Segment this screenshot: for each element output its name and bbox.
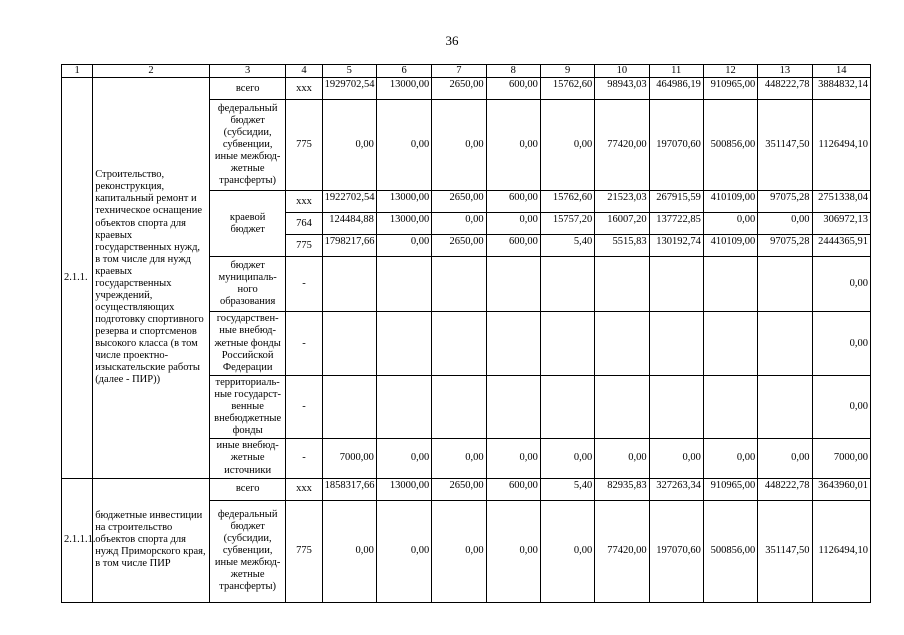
- source-cell: федеральный бюджет (субсидии, субвенции, иные межбюд-жетные трансферты): [209, 100, 285, 191]
- page-number: 36: [445, 33, 459, 48]
- kbk-cell: -: [286, 312, 322, 376]
- table-row: [62, 478, 871, 500]
- row-code: 2.1.1.1.: [62, 478, 93, 602]
- header-cell: 8: [486, 65, 540, 78]
- value-cell: 0,00: [432, 100, 486, 191]
- value-cell: 3643960,01: [812, 478, 870, 500]
- value-cell: 0,00: [758, 439, 812, 478]
- value-cell: 1798217,66: [322, 235, 376, 257]
- header-cell: 4: [286, 65, 322, 78]
- value-cell: 124484,88: [322, 213, 376, 235]
- kbk-cell: -: [286, 439, 322, 478]
- kbk-cell: 775: [286, 500, 322, 602]
- source-cell: краевой бюджет: [209, 191, 285, 257]
- value-cell: 0,00: [432, 500, 486, 602]
- value-cell: 0,00: [376, 100, 431, 191]
- value-cell: 0,00: [486, 213, 540, 235]
- value-cell: 7000,00: [322, 439, 376, 478]
- value-cell: 197070,60: [649, 500, 703, 602]
- value-cell: 21523,03: [595, 191, 649, 213]
- value-cell: 0,00: [376, 235, 431, 257]
- value-cell: 0,00: [432, 439, 486, 478]
- value-cell: 0,00: [540, 439, 594, 478]
- value-cell: 2650,00: [432, 191, 486, 213]
- value-cell: 3884832,14: [812, 78, 870, 100]
- value-cell: 410109,00: [703, 191, 757, 213]
- value-cell: 16007,20: [595, 213, 649, 235]
- value-cell: 500856,00: [703, 100, 757, 191]
- value-cell: 267915,59: [649, 191, 703, 213]
- value-cell: 0,00: [486, 500, 540, 602]
- value-cell: 77420,00: [595, 500, 649, 602]
- header-cell: 5: [322, 65, 376, 78]
- value-cell: 351147,50: [758, 500, 812, 602]
- value-cell: 464986,19: [649, 78, 703, 100]
- source-cell: территориаль-ные государст-венные внебюджетные фонды: [209, 376, 285, 439]
- row-code: 2.1.1.: [62, 78, 93, 479]
- value-cell: 130192,74: [649, 235, 703, 257]
- value-cell: 0,00: [376, 500, 431, 602]
- header-cell: 1: [62, 65, 93, 78]
- header-cell: 10: [595, 65, 649, 78]
- value-cell: 15762,60: [540, 191, 594, 213]
- value-cell: 410109,00: [703, 235, 757, 257]
- value-cell: 0,00: [703, 213, 757, 235]
- value-cell: 1126494,10: [812, 100, 870, 191]
- table-row: [62, 78, 871, 100]
- value-cell: 0,00: [376, 439, 431, 478]
- header-cell: 3: [209, 65, 285, 78]
- source-cell: государствен-ные внебюд-жетные фонды Российской Федерации: [209, 312, 285, 376]
- value-cell: 910965,00: [703, 78, 757, 100]
- header-cell: 6: [376, 65, 431, 78]
- kbk-cell: 775: [286, 235, 322, 257]
- value-cell: 2650,00: [432, 478, 486, 500]
- value-cell: 1858317,66: [322, 478, 376, 500]
- header-cell: 2: [93, 65, 210, 78]
- value-cell: 13000,00: [376, 478, 431, 500]
- value-cell: 448222,78: [758, 78, 812, 100]
- value-cell: 97075,28: [758, 191, 812, 213]
- row-name: Строительство, реконструкция, капитальный ремонт и техническое оснащение объектов спорта для краевых государственных нужд, в том числе для нужд краевых государственных учреждений, осуществляющих подготовку спортивного резерва и спортсменов высокого класса (в том числе проектно-изыскательские работы (далее - ПИР)): [93, 78, 210, 479]
- value-cell: 600,00: [486, 478, 540, 500]
- value-cell: 0,00: [812, 257, 870, 312]
- value-cell: 0,00: [812, 312, 870, 376]
- value-cell: 2751338,04: [812, 191, 870, 213]
- kbk-cell: 764: [286, 213, 322, 235]
- value-cell: 600,00: [486, 191, 540, 213]
- value-cell: 1929702,54: [322, 78, 376, 100]
- value-cell: 13000,00: [376, 191, 431, 213]
- value-cell: 306972,13: [812, 213, 870, 235]
- value-cell: 351147,50: [758, 100, 812, 191]
- value-cell: 13000,00: [376, 78, 431, 100]
- value-cell: 0,00: [322, 500, 376, 602]
- header-cell: 9: [540, 65, 594, 78]
- value-cell: 0,00: [486, 439, 540, 478]
- value-cell: 0,00: [595, 439, 649, 478]
- header-cell: 14: [812, 65, 870, 78]
- source-cell: бюджет муниципаль-ного образования: [209, 257, 285, 312]
- value-cell: 13000,00: [376, 213, 431, 235]
- value-cell: 0,00: [486, 100, 540, 191]
- value-cell: 82935,83: [595, 478, 649, 500]
- value-cell: 5515,83: [595, 235, 649, 257]
- kbk-cell: ххх: [286, 478, 322, 500]
- row-name: бюджетные инвестиции на строительство объектов спорта для нужд Приморского края, в том числе ПИР: [93, 478, 210, 602]
- value-cell: 448222,78: [758, 478, 812, 500]
- header-cell: 12: [703, 65, 757, 78]
- kbk-cell: ххх: [286, 78, 322, 100]
- value-cell: 1922702,54: [322, 191, 376, 213]
- value-cell: 2650,00: [432, 78, 486, 100]
- source-cell: всего: [209, 78, 285, 100]
- header-cell: 13: [758, 65, 812, 78]
- value-cell: 97075,28: [758, 235, 812, 257]
- source-cell: иные внебюд-жетные источники: [209, 439, 285, 478]
- value-cell: 0,00: [758, 213, 812, 235]
- kbk-cell: -: [286, 376, 322, 439]
- value-cell: 0,00: [812, 376, 870, 439]
- header-row: [62, 65, 871, 78]
- value-cell: 15762,60: [540, 78, 594, 100]
- header-cell: 7: [432, 65, 486, 78]
- value-cell: 98943,03: [595, 78, 649, 100]
- value-cell: 0,00: [322, 100, 376, 191]
- value-cell: 197070,60: [649, 100, 703, 191]
- value-cell: 5,40: [540, 478, 594, 500]
- value-cell: 600,00: [486, 78, 540, 100]
- value-cell: 910965,00: [703, 478, 757, 500]
- value-cell: 15757,20: [540, 213, 594, 235]
- value-cell: 0,00: [540, 500, 594, 602]
- budget-table: [61, 64, 871, 603]
- value-cell: 7000,00: [812, 439, 870, 478]
- value-cell: 0,00: [649, 439, 703, 478]
- source-cell: федеральный бюджет (субсидии, субвенции, иные межбюд-жетные трансферты): [209, 500, 285, 602]
- kbk-cell: ххх: [286, 191, 322, 213]
- value-cell: 600,00: [486, 235, 540, 257]
- source-cell: всего: [209, 478, 285, 500]
- kbk-cell: 775: [286, 100, 322, 191]
- value-cell: 5,40: [540, 235, 594, 257]
- value-cell: 2444365,91: [812, 235, 870, 257]
- value-cell: 0,00: [540, 100, 594, 191]
- value-cell: 77420,00: [595, 100, 649, 191]
- header-cell: 11: [649, 65, 703, 78]
- value-cell: 1126494,10: [812, 500, 870, 602]
- value-cell: 0,00: [432, 213, 486, 235]
- value-cell: 137722,85: [649, 213, 703, 235]
- value-cell: 2650,00: [432, 235, 486, 257]
- value-cell: 500856,00: [703, 500, 757, 602]
- kbk-cell: -: [286, 257, 322, 312]
- value-cell: 327263,34: [649, 478, 703, 500]
- value-cell: 0,00: [703, 439, 757, 478]
